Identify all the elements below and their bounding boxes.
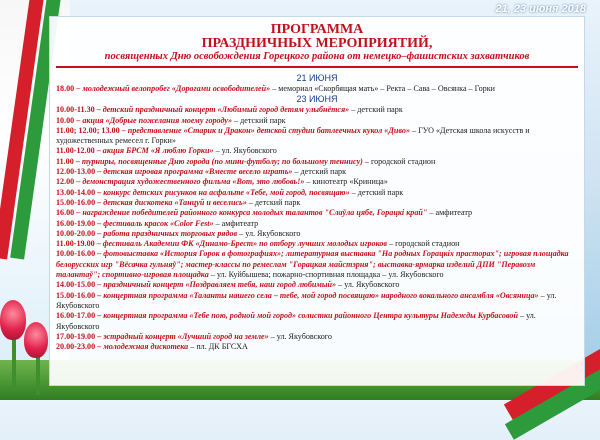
event-time: 15.00-16.00 <box>56 290 96 300</box>
event-item: 18.00 – молодежный велопробег «Дорогами освободителей» – мемориал «Скорбящая мать» – Ректа – Сава – Овсянка – Горки <box>56 84 495 93</box>
event-time: 12.00 <box>56 177 75 187</box>
event-place: детский парк <box>357 187 404 197</box>
event-item: 13.00-14.00 – конкурс детских рисунков на асфальте «Тебе, мой город, посвящаю» – детский парк <box>56 187 404 197</box>
tulip-icon <box>0 300 26 340</box>
event-name: концертная программа «Тебе пою, родной мой город» солистки районного Центра культуры Надежды Курбасовой <box>103 311 518 321</box>
event-place: ГУО «Детская школа искусств и художественных ремесел г. Горки» <box>56 125 530 146</box>
event-time: 11.00; 12.00; 13.00 <box>56 125 120 135</box>
event-time: 10.00 <box>56 115 75 125</box>
event-name: фотовыставка «История Горок в фотографиях»; литературная выставка "На родных Горацкіх прасторах"; игровая площадка белорусских игр "Вёсачка гульняў"; мастер-классы по ремеслам "Горацкая майстэрня"; выставка-ярмарка изделий ДПИ "Перавозм талантаў"; спортивно-игровая площадка <box>56 249 569 280</box>
day-heading: 21 ИЮНЯ <box>296 73 338 83</box>
event-place: детский парк <box>357 105 403 115</box>
event-place: городской стадион <box>370 156 436 166</box>
event-name: молодежная дискотека <box>103 342 189 352</box>
date-header: 21, 23 июня 2018 <box>495 3 586 15</box>
title-events: ПРАЗДНИЧНЫХ МЕРОПРИЯТИЙ, <box>201 36 433 51</box>
event-time: 16.00-19.00 <box>56 218 96 228</box>
event-item: 10.00-20.00 – работа праздничных торговых рядов – ул. Якубовского <box>56 228 301 238</box>
event-place: ул. Якубовского <box>56 311 536 331</box>
event-item: 10.00-11.30 – детский праздничный концерт «Любимый город детям улыбнётся» – детский парк <box>56 105 403 115</box>
event-place: детский парк <box>254 197 301 207</box>
event-place: пл. ДК БГСХА <box>196 342 248 352</box>
event-item: 16.00-17.00 – концертная программа «Тебе пою, родной мой город» солистки районного Центра культуры Надежды Курбасовой – ул. Якубовского <box>56 311 536 331</box>
event-time: 16.00-17.00 <box>56 311 96 321</box>
event-name: турниры, посвященные Дню города (по мини-футболу; по большому теннису) <box>81 156 363 166</box>
event-name: акция БРСМ «Я люблю Горки» <box>102 146 214 156</box>
event-item: 11.00; 12.00; 13.00 – представление «Старик и Дракон» детской студии батлеечных кукол «Диво» – ГУО «Детская школа искусств и художественных ремесел г. Горки» <box>56 125 530 146</box>
event-name: фестиваль Академии ФК «Динамо-Брест» по отбору лучших молодых игроков <box>102 239 388 249</box>
event-item: 16.00 – награждение победителей районного конкурса молодых талантов "Слаўла цябе, Горацкі край" – амфитеатр <box>56 208 473 218</box>
event-time: 17.00-19.00 <box>56 331 96 341</box>
event-time: 13.00-14.00 <box>56 187 96 197</box>
event-time: 11.00-12.00 <box>56 146 95 156</box>
event-name: работа праздничных торговых рядов <box>103 228 238 238</box>
event-name: конкурс детских рисунков на асфальте «Тебе, мой город, посвящаю» <box>103 187 350 197</box>
event-name: концертная программа «Таланты нашего села – тебе, мой город посвящаю» народного вокального ансамбля «Овсяница» <box>103 290 539 300</box>
event-name: фестиваль красок «Color Fest» <box>103 218 214 228</box>
event-item: 10.00 – акция «Добрые пожелания моему городу» – детский парк <box>56 115 286 125</box>
event-time: 10.00-16.00 <box>56 249 96 259</box>
event-place: ул. Якубовского <box>276 331 332 341</box>
event-item: 17.00-19.00 – эстрадный концерт «Лучший город на земле» – ул. Якубовского <box>56 331 332 341</box>
event-time: 10.00-20.00 <box>56 228 96 238</box>
event-item: 20.00-23.00 – молодежная дискотека – пл. ДК БГСХА <box>56 342 248 352</box>
event-item: 11.00-12.00 – акция БРСМ «Я люблю Горки» – ул. Якубовского <box>56 146 277 156</box>
event-item: 12.00-13.00 – детская игровая программа «Вместе весело играть» – детский парк <box>56 167 347 177</box>
event-time: 18.00 <box>56 84 75 93</box>
event-time: 14.00-15.00 <box>56 280 96 290</box>
event-place: ул. Куйбышева; пожарно-спортивная площадка – ул. Якубовского <box>216 270 444 280</box>
event-name: награждение победителей районного конкурса молодых талантов "Слаўла цябе, Горацкі край" <box>82 208 428 218</box>
event-time: 16.00 <box>56 208 75 218</box>
event-item: 10.00-16.00 – фотовыставка «История Горок в фотографиях»; литературная выставка "На родных Горацкіх прасторах"; игровая площадка белорусских игр "Вёсачка гульняў"; мастер-классы по ремеслам "Горацкая майстэрня"; выставка-ярмарка изделий ДПИ "Перавозм талантаў"; спортивно-игровая площадка – ул. Куйбышева; пожарно-спортивная площадка – ул. Якубовского <box>56 249 569 280</box>
event-time: 12.00-13.00 <box>56 167 96 177</box>
event-time: 10.00-11.30 <box>56 105 95 115</box>
event-item: 12.00 – демонстрация художественного фильма «Вот, это любовь!» – кинотеатр «Криница» <box>56 177 388 187</box>
event-item: 15.00-16.00 – детская дискотека «Танцуй и веселись» – детский парк <box>56 197 301 207</box>
event-time: 20.00-23.00 <box>56 342 96 352</box>
event-place: мемориал «Скорбящая мать» – Ректа – Сава – Овсянка – Горки <box>278 84 495 93</box>
event-time: 11.00-19.00 <box>56 239 95 249</box>
event-name: молодежный велопробег «Дорогами освободителей» <box>82 84 271 93</box>
event-time: 15.00-16.00 <box>56 197 96 207</box>
event-place: ул. Якубовского <box>344 280 400 290</box>
event-place: ул. Якубовского <box>245 228 301 238</box>
title-subtitle: посвященных Дню освобождения Горецкого района от немецко–фашистских захватчиков <box>104 51 530 62</box>
event-place: амфитеатр <box>435 208 473 218</box>
event-place: ул. Якубовского <box>221 146 277 156</box>
title-program: ПРОГРАММА <box>270 22 364 37</box>
event-name: представление «Старик и Дракон» детской студии батлеечных кукол «Диво» <box>127 125 410 135</box>
event-name: акция «Добрые пожелания моему городу» <box>82 115 233 125</box>
program-panel <box>49 16 585 386</box>
event-time: 11.00 <box>56 156 74 166</box>
event-place: кинотеатр «Криница» <box>312 177 388 187</box>
event-item: 11.00-19.00 – фестиваль Академии ФК «Динамо-Брест» по отбору лучших молодых игроков – городской стадион <box>56 239 460 249</box>
event-place: ул. Якубовского <box>56 290 557 310</box>
event-name: праздничный концерт «Поздравляем тебя, наш город любимый» <box>103 280 337 290</box>
event-name: детский праздничный концерт «Любимый город детям улыбнётся» <box>102 105 350 115</box>
event-place: амфитеатр <box>221 218 259 228</box>
event-place: детский парк <box>240 115 286 125</box>
event-item: 14.00-15.00 – праздничный концерт «Поздравляем тебя, наш город любимый» – ул. Якубовского <box>56 280 400 290</box>
program-list <box>56 73 578 352</box>
event-item: 16.00-19.00 – фестиваль красок «Color Fest» – амфитеатр <box>56 218 259 228</box>
event-name: детская игровая программа «Вместе весело играть» <box>103 167 293 177</box>
day-heading: 23 ИЮНЯ <box>296 94 338 105</box>
tulip-icon <box>24 322 48 358</box>
event-item: 15.00-16.00 – концертная программа «Таланты нашего села – тебе, мой город посвящаю» народного вокального ансамбля «Овсяница» – ул. Якубовского <box>56 290 557 310</box>
title-divider <box>56 66 578 68</box>
event-name: демонстрация художественного фильма «Вот, это любовь!» <box>82 177 305 187</box>
event-item: 11.00 – турниры, посвященные Дню города (по мини-футболу; по большому теннису) – городской стадион <box>56 156 436 166</box>
event-name: детская дискотека «Танцуй и веселись» <box>103 197 247 207</box>
event-name: эстрадный концерт «Лучший город на земле» <box>103 331 269 341</box>
event-place: городской стадион <box>395 239 460 249</box>
event-place: детский парк <box>300 167 347 177</box>
